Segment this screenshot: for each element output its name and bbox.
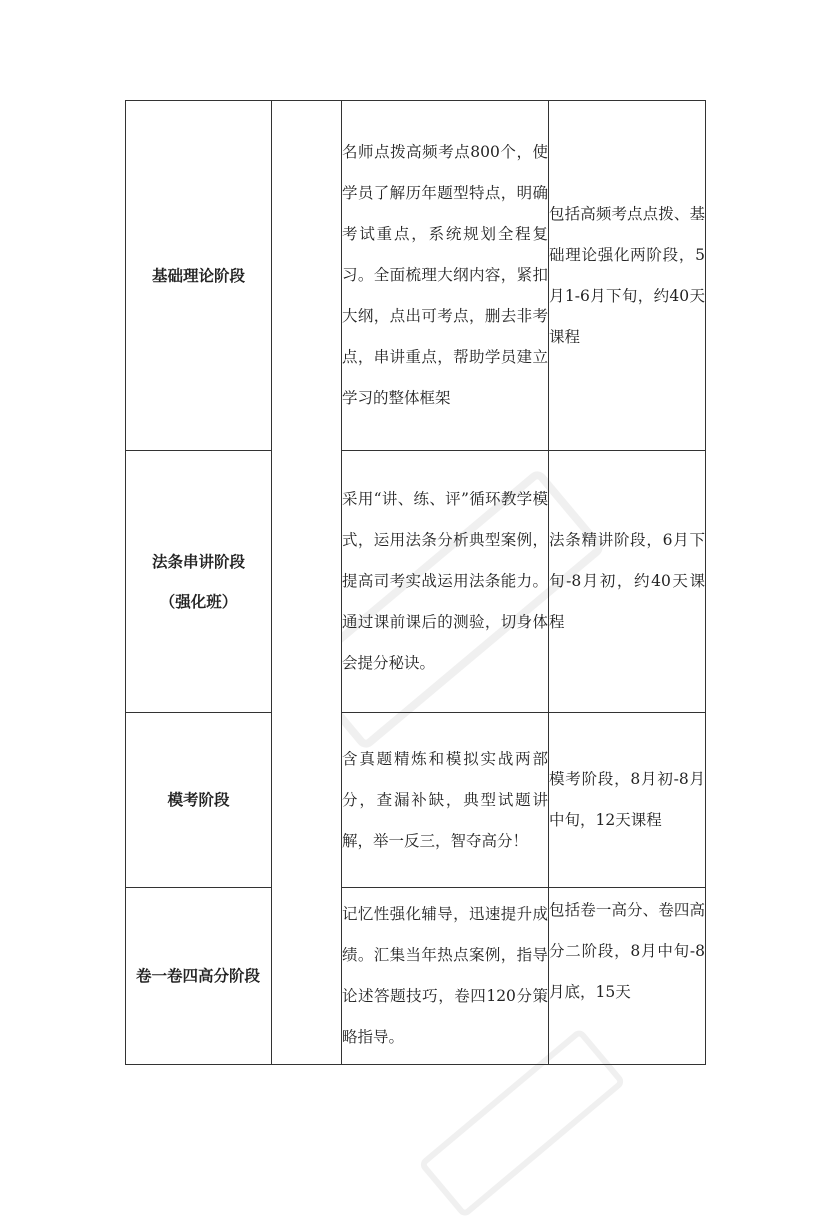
stage-description-cell [342, 451, 549, 713]
stage-subtitle: （强化班） [159, 591, 238, 611]
stage-schedule: 包括卷一高分、卷四高分二阶段，8月中旬-8月底，15天 [549, 901, 705, 1001]
stage-name: 基础理论阶段 [151, 265, 245, 285]
stage-description: 采用“讲、练、评”循环教学模式，运用法条分析典型案例，提高司考实战运用法条能力。通过课前课后的测验，切身体会提分秘诀。 [342, 490, 548, 672]
table-row [126, 888, 706, 1065]
stage-description-cell [342, 713, 549, 888]
stage-schedule: 包括高频考点点拨、基础理论强化两阶段，5月1-6月下旬，约40天课程 [549, 204, 705, 346]
empty-column-cell [272, 101, 342, 1065]
stage-name-cell [126, 713, 272, 888]
stage-name-cell [126, 101, 272, 451]
table-row [126, 713, 706, 888]
course-stage-table [125, 100, 706, 1065]
stage-schedule: 模考阶段，8月初-8月中旬，12天课程 [549, 770, 705, 829]
stage-name-cell [126, 451, 272, 713]
stage-name-cell [126, 888, 272, 1065]
stage-schedule: 法条精讲阶段，6月下旬-8月初，约40天课程 [549, 531, 705, 631]
stage-description: 名师点拨高频考点800个，使学员了解历年题型特点，明确考试重点，系统规划全程复习。全面梳理大纲内容，紧扣大纲，点出可考点，删去非考点，串讲重点，帮助学员建立学习的整体框架 [342, 143, 548, 407]
stage-name: 卷一卷四高分阶段 [136, 966, 261, 985]
stage-name: 法条串讲阶段 [151, 551, 245, 571]
stage-schedule-cell [549, 713, 706, 888]
stage-description-cell [342, 888, 549, 1065]
table-row [126, 101, 706, 451]
stage-description: 含真题精炼和模拟实战两部分，查漏补缺，典型试题讲解，举一反三，智夺高分！ [342, 749, 548, 850]
stage-schedule-cell [549, 101, 706, 451]
stage-description: 记忆性强化辅导，迅速提升成绩。汇集当年热点案例，指导论述答题技巧，卷四120分策略指导。 [342, 905, 548, 1046]
stage-schedule-cell [549, 451, 706, 713]
stage-schedule-cell [549, 888, 706, 1065]
stage-description-cell [342, 101, 549, 451]
table-row [126, 451, 706, 713]
stage-name: 模考阶段 [167, 790, 230, 809]
